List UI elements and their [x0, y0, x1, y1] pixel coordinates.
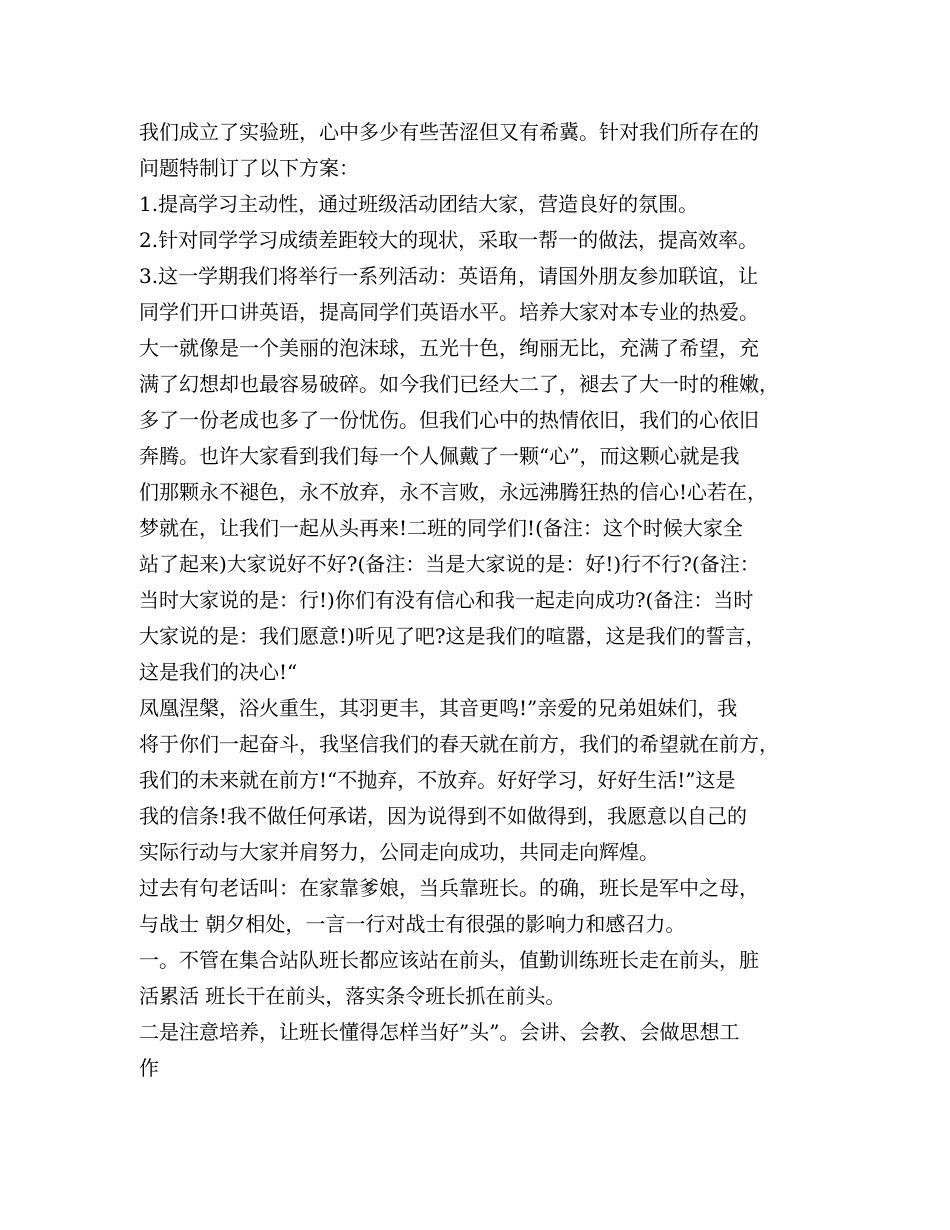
- text-line: 我的信条!我不做任何承诺，因为说得到不如做得到，我愿意以自己的: [139, 804, 748, 828]
- text-line: 过去有句老话叫：在家靠爹娘，当兵靠班长。的确，班长是军中之母，: [139, 876, 759, 900]
- text-line: 同学们开口讲英语，提高同学们英语水平。培养大家对本专业的热爱。: [139, 300, 759, 324]
- text-line: 实际行动与大家并肩努力，公同走向成功，共同走向辉煌。: [139, 840, 659, 864]
- text-line: 当时大家说的是：行!)你们有没有信心和我一起走向成功?(备注：当时: [139, 588, 754, 612]
- text-line: 2.针对同学学习成绩差距较大的现状，采取一帮一的做法，提高效率。: [139, 228, 759, 252]
- text-line: 活累活 班长干在前头，落实条令班长抓在前头。: [139, 984, 566, 1008]
- text-line: 站了起来)大家说好不好?(备注：当是大家说的是：好!)行不行?(备注：: [139, 552, 760, 576]
- document-body: [139, 114, 819, 1086]
- text-line: 凤凰涅槃，浴火重生，其羽更丰，其音更鸣!”亲爱的兄弟姐妹们，我: [139, 696, 738, 720]
- text-line: 作: [139, 1056, 159, 1080]
- text-line: 大家说的是：我们愿意!)听见了吧?这是我们的喧嚣，这是我们的誓言，: [139, 624, 766, 648]
- text-line: 将于你们一起奋斗，我坚信我们的春天就在前方，我们的希望就在前方，: [139, 732, 779, 756]
- text-line: 这是我们的决心!“: [139, 660, 298, 684]
- text-line: 3.这一学期我们将举行一系列活动：英语角，请国外朋友参加联谊，让: [139, 264, 759, 288]
- text-line: 我们成立了实验班，心中多少有些苦涩但又有希冀。针对我们所存在的: [139, 120, 759, 144]
- text-line: 多了一份老成也多了一份忧伤。但我们心中的热情依旧，我们的心依旧: [139, 408, 759, 432]
- text-line: 问题特制订了以下方案：: [139, 156, 359, 180]
- text-line: 一。不管在集合站队班长都应该站在前头，值勤训练班长走在前头，脏: [139, 948, 759, 972]
- text-line: 大一就像是一个美丽的泡沫球，五光十色，绚丽无比，充满了希望，充: [139, 336, 759, 360]
- text-line: 1.提高学习主动性，通过班级活动团结大家，营造良好的氛围。: [139, 192, 699, 216]
- text-line: 与战士 朝夕相处，一言一行对战士有很强的影响力和感召力。: [139, 912, 686, 936]
- text-line: 们那颗永不褪色，永不放弃，永不言败，永远沸腾狂热的信心!心若在，: [139, 480, 768, 504]
- text-line: 我们的未来就在前方!“不抛弃，不放弃。好好学习，好好生活!”这是: [139, 768, 736, 792]
- text-line: 奔腾。也许大家看到我们每一个人佩戴了一颗“心”，而这颗心就是我: [139, 444, 740, 468]
- text-line: 梦就在，让我们一起从头再来!二班的同学们!(备注：这个时候大家全: [139, 516, 743, 540]
- text-line: 二是注意培养，让班长懂得怎样当好”头”。会讲、会教、会做思想工: [139, 1020, 740, 1044]
- text-line: 满了幻想却也最容易破碎。如今我们已经大二了，褪去了大一时的稚嫩，: [139, 372, 779, 396]
